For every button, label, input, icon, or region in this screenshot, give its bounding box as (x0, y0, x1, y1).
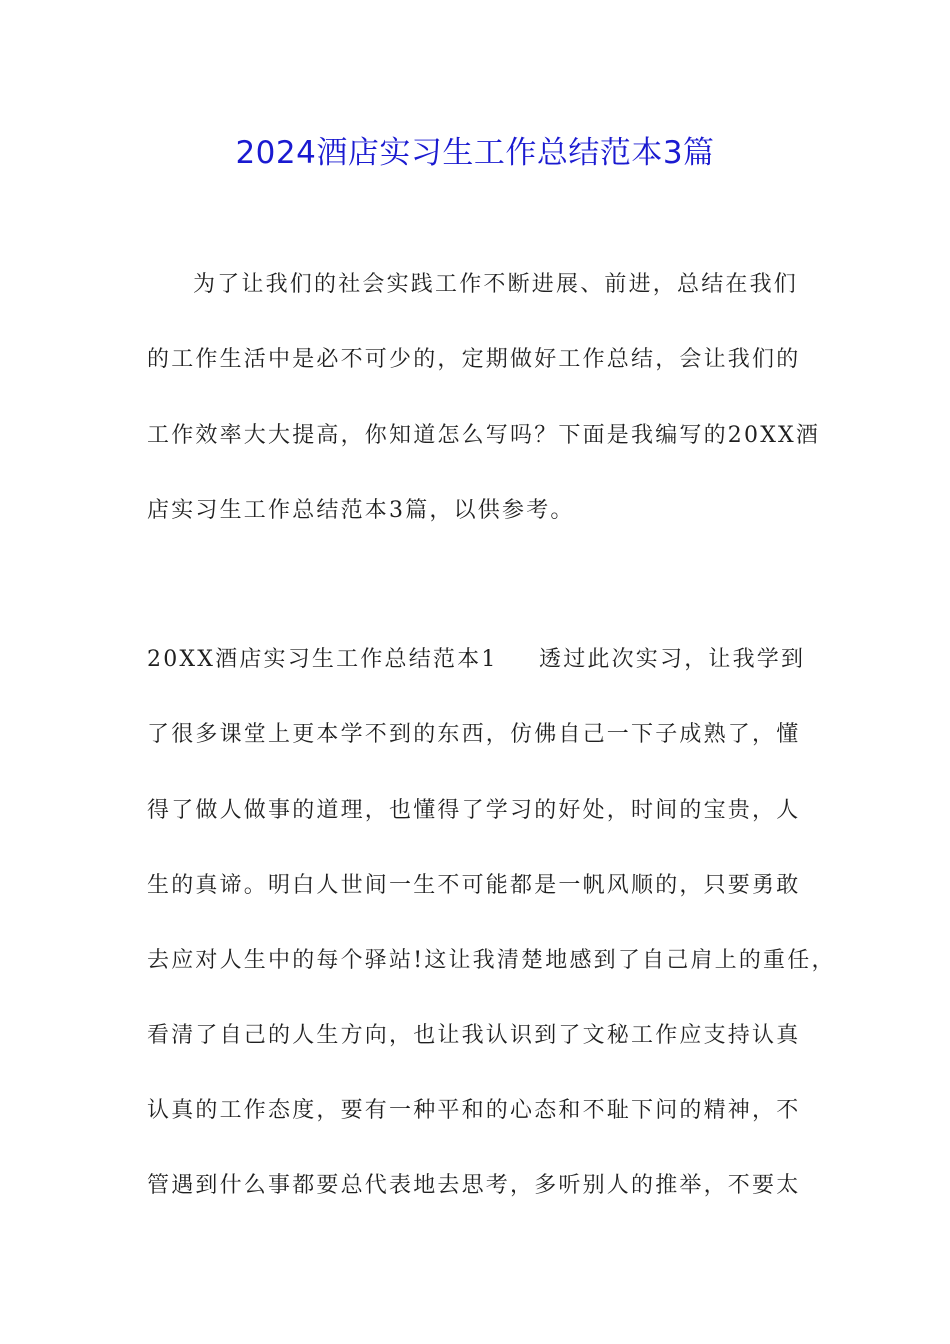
document-title: 2024酒店实习生工作总结范本3篇 (235, 135, 715, 171)
intro-line-4: 店实习生工作总结范本3篇，以供参考。 (147, 498, 575, 523)
intro-line-3: 工作效率大大提高，你知道怎么写吗？下面是我编写的20XX酒 (147, 423, 821, 448)
intro-line-1: 为了让我们的社会实践工作不断进展、前进，总结在我们 (193, 272, 799, 297)
section1-heading: 20XX酒店实习生工作总结范本1 (147, 647, 498, 672)
section1-line-8: 管遇到什么事都要总代表地去思考，多听别人的推举，不要太 (147, 1173, 801, 1198)
intro-line-2: 的工作生活中是必不可少的，定期做好工作总结，会让我们的 (147, 347, 801, 372)
section1-line-5: 去应对人生中的每个驿站!这让我清楚地感到了自己肩上的重任， (147, 948, 836, 973)
section1-first-line (147, 642, 805, 678)
section1-line-4: 生的真谛。明白人世间一生不可能都是一帆风顺的，只要勇敢 (147, 873, 801, 898)
section1-line-6: 看清了自己的人生方向，也让我认识到了文秘工作应支持认真 (147, 1023, 801, 1048)
section1-line-3: 得了做人做事的道理，也懂得了学习的好处，时间的宝贵，人 (147, 798, 801, 823)
section1-line-2: 了很多课堂上更本学不到的东西，仿佛自己一下子成熟了，懂 (147, 722, 801, 747)
section1-first-line-text: 透过此次实习，让我学到 (539, 647, 806, 672)
section1-line-7: 认真的工作态度，要有一种平和的心态和不耻下问的精神，不 (147, 1098, 801, 1123)
